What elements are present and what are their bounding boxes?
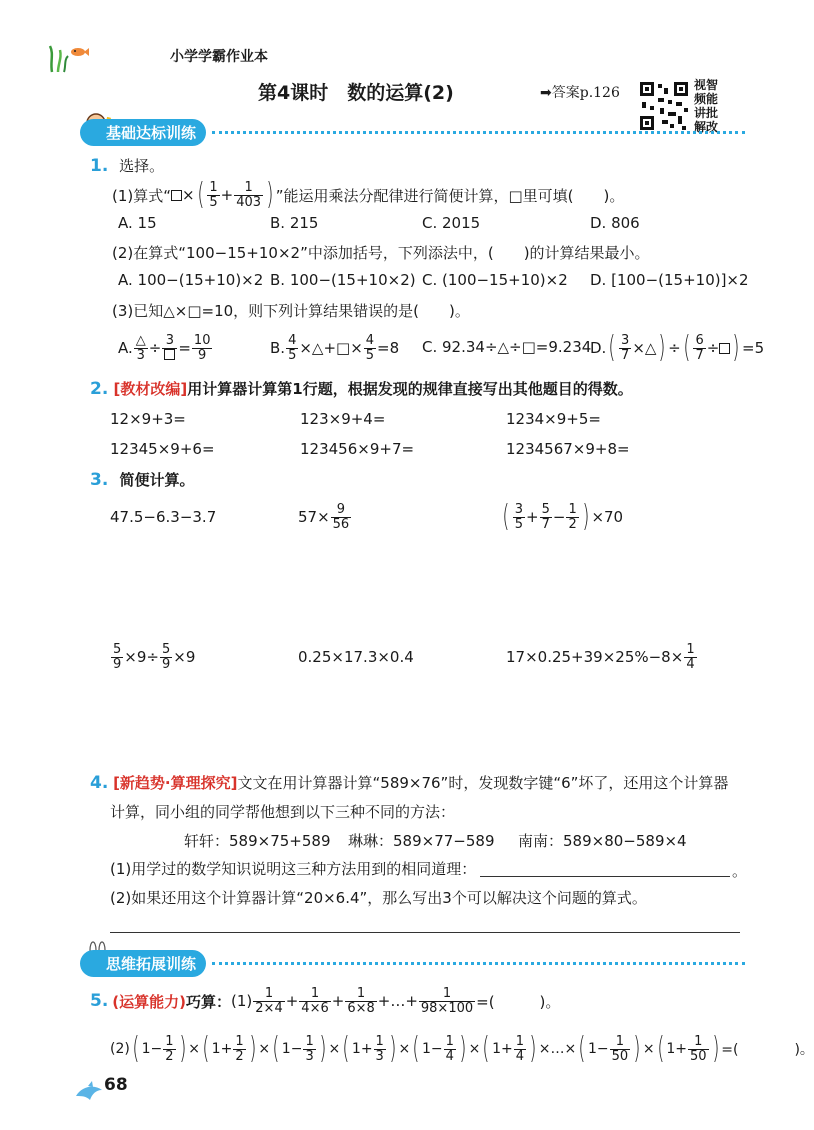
option-a[interactable]: A. 100−(15+10)×2 [118, 271, 264, 289]
option-c[interactable]: C. 2015 [422, 214, 481, 232]
q2-item: 1234567×9+8= [506, 440, 630, 458]
q3-expr-4: $\frac{5}{9}$ ×9÷ $\frac{5}{9}$ ×9 [113, 641, 196, 672]
section-title-extend: 思维拓展训练 [80, 950, 206, 977]
answer-ref: ➡答案p.126 [540, 85, 620, 101]
q1-part1: (1)算式“ × ( $\frac{1}{5}$ + $\frac{1}{403}$ ) ”能运用乘法分配律进行简便计算，□里可填( )。 [112, 177, 625, 212]
option-a[interactable]: A. 15 [118, 214, 157, 232]
q1-part2: (2)在算式“100−15+10×2”中添加括号，下列添法中，( )的计算结果最小。 [112, 244, 650, 262]
answer-line[interactable] [110, 932, 740, 933]
q2-item: 123×9+4= [300, 410, 386, 428]
q4-sub-2: (2)如果还用这个计算器计算“20×6.4”，那么写出3个可以解决这个问题的算式。 [110, 889, 647, 907]
section-header-basic [80, 117, 745, 147]
page-number: 68 [104, 1075, 128, 1095]
q3-expr-5: 0.25×17.3×0.4 [298, 648, 414, 666]
option-a[interactable]: A. $\frac{\triangle}{3}$ ÷ 3 = $\frac{10}{9}$ [118, 332, 211, 363]
q4-method-1: 轩轩：589×75+589 [184, 832, 331, 850]
section-title-basic: 基础达标训练 [80, 119, 206, 146]
option-c[interactable]: C. (100−15+10)×2 [422, 271, 568, 289]
option-b[interactable]: B. $\frac{4}{5}$ ×△+□× $\frac{4}{5}$ =8 [270, 332, 400, 363]
q5-part2: (2) ( 1 − $\frac{1}{2}$ ) × ( 1 + $\frac{1}{2}$ ) × ( 1 − $\frac{1}{3}$ ) × ( 1 + $\frac{1}{3}$ ) × ( 1 − $\frac{1}{4}$ ) × ( 1 + $\frac{1}{4}$ ) ×…× ( 1 − $\frac{1}{50}$ ) × ( 1 + $\frac{1}{50}$ ) =( )。 [110, 1031, 814, 1066]
q4-method-3: 南南：589×80−589×4 [518, 832, 687, 850]
option-c[interactable]: C. 92.34÷△÷□=9.234 [422, 338, 592, 356]
q2-title: 2. [教材改编]用计算器计算第1行题，根据发现的规律直接写出其他题目的得数。 [90, 379, 633, 399]
q1-part3: (3)已知△×□=10，则下列计算结果错误的是( )。 [112, 302, 470, 320]
q2-item: 123456×9+7= [300, 440, 415, 458]
blank-box [171, 190, 182, 201]
q1-part3-options [118, 326, 765, 370]
option-b[interactable]: B. 100−(15+10×2) [270, 271, 416, 289]
q4-line-2: 计算，同小组的同学帮他想到以下三种不同的方法： [110, 803, 456, 821]
book-title: 小学学霸作业本 [170, 49, 268, 65]
q3-expr-6: 17×0.25+39×25%−8× $\frac{1}{4}$ [506, 641, 695, 672]
option-d[interactable]: D. ( $\frac{3}{7}$ ×△ ) ÷ ( $\frac{6}{7}$ ÷ ) =5 [590, 330, 765, 365]
arrow-right-icon: ➡ [540, 85, 552, 101]
q3-expr-2: 57× $\frac{9}{56}$ [298, 501, 350, 532]
qr-side-text: 视智 频能 讲批 解改 [694, 78, 719, 134]
q1-title: 1. 选择。 [90, 156, 165, 176]
q5-part1: 5. (运算能力) 巧算： (1) $\frac{1}{2\times 4}$ + $\frac{1}{4\times 6}$ + $\frac{1}{6\times 8}$ +…+ $\frac{1}{98\times 100}$ =( )。 [90, 985, 561, 1016]
section-divider [212, 962, 745, 965]
option-d[interactable]: D. 806 [590, 214, 640, 232]
header-logo-icon [44, 40, 90, 74]
option-d[interactable]: D. [100−(15+10)]×2 [590, 271, 749, 289]
q4-method-2: 琳琳：589×77−589 [348, 832, 495, 850]
q2-item: 1234×9+5= [506, 410, 601, 428]
section-header-extend [80, 948, 745, 978]
q3-expr-3: ( $\frac{3}{5}$ + $\frac{5}{7}$ − $\frac{1}{2}$ ) ×70 [502, 499, 624, 534]
q2-item: 12345×9+6= [110, 440, 215, 458]
q3-title: 3. 简便计算。 [90, 470, 195, 490]
q4-sub-1: (1)用学过的数学知识说明这三种方法用到的相同道理： [110, 860, 477, 878]
option-b[interactable]: B. 215 [270, 214, 319, 232]
q4-sub-1-end: 。 [732, 862, 748, 880]
answer-line[interactable] [480, 876, 730, 877]
dolphin-icon [74, 1080, 104, 1102]
lesson-title: 第4课时 数的运算(2) [258, 82, 454, 104]
q2-item: 12×9+3= [110, 410, 186, 428]
q4-line-1: 4. [新趋势·算理探究]文文在用计算器计算“589×76”时，发现数字键“6”坏了，还用这个计算器 [90, 773, 729, 793]
q3-expr-1: 47.5−6.3−3.7 [110, 508, 217, 526]
section-divider [212, 131, 745, 134]
